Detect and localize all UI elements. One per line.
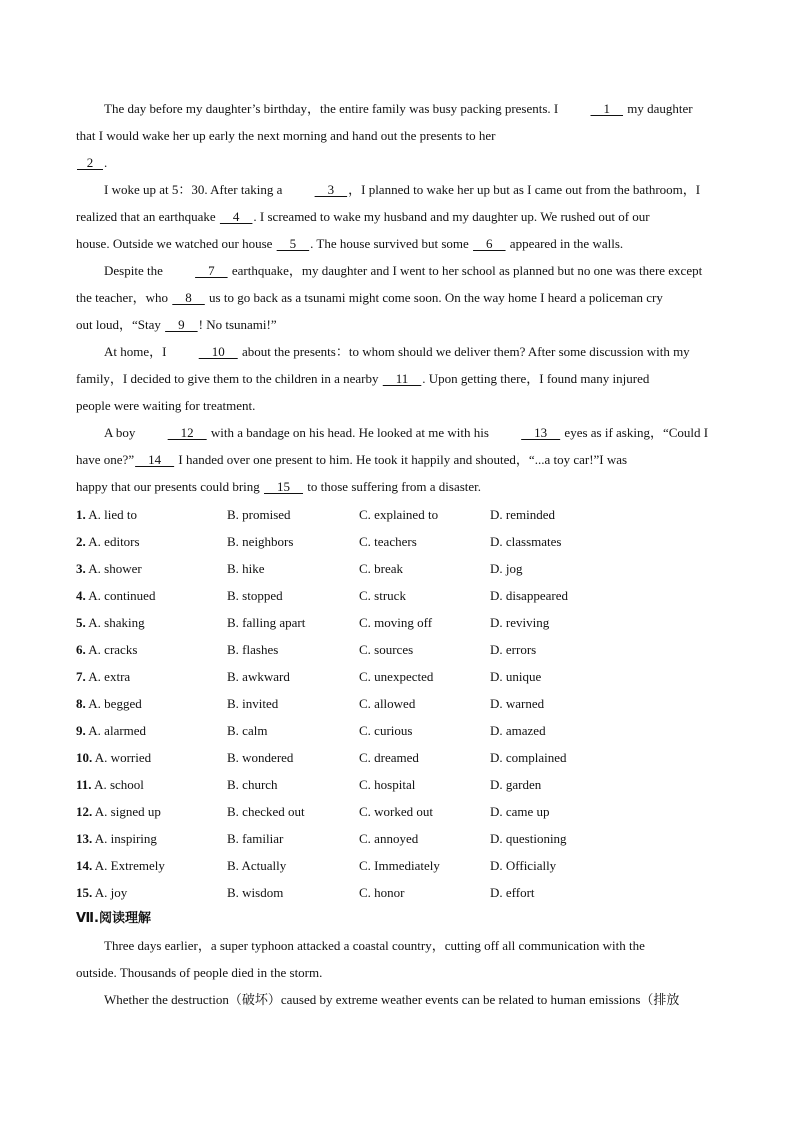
option-c[interactable]: C. Immediately xyxy=(359,858,440,873)
question-row xyxy=(76,582,718,609)
option-c[interactable]: C. dreamed xyxy=(359,750,419,765)
option-a-label: A. shaking xyxy=(88,615,145,630)
blank-2: 2 xyxy=(77,155,103,170)
passage-line: that I would wake her up early the next morning and hand out the presents to her xyxy=(76,128,496,143)
option-c[interactable]: C. sources xyxy=(359,642,414,657)
passage-line: happy that our presents could bring 15 to those suffering from a disaster. xyxy=(76,473,718,500)
question-number: 10. xyxy=(76,750,93,765)
question-row xyxy=(76,771,718,798)
question-number: 9. xyxy=(76,723,86,738)
option-b[interactable]: B. hike xyxy=(227,561,265,576)
option-a[interactable] xyxy=(76,636,137,663)
option-b[interactable]: B. calm xyxy=(227,723,268,738)
option-d[interactable]: D. classmates xyxy=(490,534,562,549)
question-row xyxy=(76,528,718,555)
question-number: 12. xyxy=(76,804,93,819)
passage-line: out loud，“Stay 9 ! No tsunami!” xyxy=(76,311,718,338)
blank-15: 15 xyxy=(264,479,304,494)
blank-12: 12 xyxy=(167,425,207,440)
question-number: 5. xyxy=(76,615,86,630)
question-row xyxy=(76,825,718,852)
option-a[interactable] xyxy=(76,825,157,852)
option-a-label: A. Extremely xyxy=(94,858,165,873)
option-b[interactable]: B. awkward xyxy=(227,669,290,684)
question-number: 2. xyxy=(76,534,86,549)
question-row xyxy=(76,609,718,636)
option-c[interactable]: C. unexpected xyxy=(359,669,434,684)
passage-paragraph-4 xyxy=(76,338,718,419)
option-d[interactable]: D. complained xyxy=(490,750,567,765)
blank-9: 9 xyxy=(165,317,198,332)
option-d[interactable]: D. reviving xyxy=(490,615,550,630)
option-b[interactable]: B. church xyxy=(227,777,278,792)
passage-line: house. Outside we watched our house 5 . The house survived but some 6 appeared in the walls. xyxy=(76,230,718,257)
option-c[interactable]: C. allowed xyxy=(359,696,416,711)
option-c[interactable]: C. annoyed xyxy=(359,831,419,846)
option-a-label: A. worried xyxy=(94,750,152,765)
option-b[interactable]: B. falling apart xyxy=(227,615,306,630)
option-b[interactable]: B. flashes xyxy=(227,642,279,657)
blank-3: 3 xyxy=(314,182,348,197)
question-row xyxy=(76,717,718,744)
option-a-label: A. begged xyxy=(88,696,142,711)
option-d[interactable]: D. questioning xyxy=(490,831,567,846)
question-number: 3. xyxy=(76,561,86,576)
option-d[interactable]: D. warned xyxy=(490,696,545,711)
option-d[interactable]: D. came up xyxy=(490,804,550,819)
passage-line: Despite the 7 earthquake，my daughter and I went to her school as planned but no one was there except xyxy=(76,257,718,284)
option-d[interactable]: D. jog xyxy=(490,561,523,576)
passage-line: A boy 12 with a bandage on his head. He looked at me with his 13 eyes as if asking，“Could I xyxy=(76,419,718,446)
blank-4: 4 xyxy=(219,209,253,224)
option-a[interactable] xyxy=(76,609,145,636)
option-b[interactable]: B. checked out xyxy=(227,804,305,819)
blank-5: 5 xyxy=(276,236,310,251)
option-d[interactable]: D. Officially xyxy=(490,858,557,873)
option-a[interactable] xyxy=(76,528,140,555)
question-number: 13. xyxy=(76,831,93,846)
option-b[interactable]: B. promised xyxy=(227,507,291,522)
question-row xyxy=(76,744,718,771)
question-row xyxy=(76,879,718,906)
option-c[interactable]: C. moving off xyxy=(359,615,433,630)
option-b[interactable]: B. neighbors xyxy=(227,534,294,549)
passage-paragraph-3 xyxy=(76,257,718,338)
option-c[interactable]: C. hospital xyxy=(359,777,416,792)
option-d[interactable]: D. errors xyxy=(490,642,537,657)
option-a-label: A. signed up xyxy=(94,804,161,819)
question-number: 6. xyxy=(76,642,86,657)
question-number: 14. xyxy=(76,858,93,873)
question-number: 4. xyxy=(76,588,86,603)
question-row xyxy=(76,663,718,690)
blank-11: 11 xyxy=(382,371,422,386)
reading-line: outside. Thousands of people died in the storm. xyxy=(76,965,323,980)
option-d[interactable]: D. effort xyxy=(490,885,535,900)
option-a[interactable] xyxy=(76,690,142,717)
passage-paragraph-2 xyxy=(76,176,718,257)
option-b[interactable]: B. Actually xyxy=(227,858,287,873)
passage-paragraph-1 xyxy=(76,95,718,176)
passage-line: people were waiting for treatment. xyxy=(76,398,256,413)
blank-8: 8 xyxy=(172,290,205,305)
question-row xyxy=(76,852,718,879)
reading-line: Whether the destruction（破坏）caused by extreme weather events can be related to human emissions（排放 xyxy=(104,992,680,1007)
option-c[interactable]: C. worked out xyxy=(359,804,434,819)
option-b[interactable]: B. wisdom xyxy=(227,885,284,900)
reading-paragraph-1 xyxy=(76,932,718,986)
question-row xyxy=(76,636,718,663)
option-c[interactable]: C. honor xyxy=(359,885,405,900)
option-a[interactable] xyxy=(76,744,151,771)
option-b[interactable]: B. invited xyxy=(227,696,279,711)
option-a-label: A. shower xyxy=(88,561,142,576)
passage-line: The day before my daughter’s birthday，the entire family was busy packing presents. I 1 my daughter xyxy=(76,95,718,122)
option-a-label: A. continued xyxy=(88,588,156,603)
option-d[interactable]: D. disappeared xyxy=(490,588,568,603)
option-a[interactable] xyxy=(76,771,144,798)
question-number: 11. xyxy=(76,777,92,792)
passage-line: At home，I 10 about the presents：to whom should we deliver them? After some discussion with my xyxy=(76,338,718,365)
question-number: 7. xyxy=(76,669,86,684)
option-c[interactable]: C. explained to xyxy=(359,507,439,522)
option-c[interactable]: C. struck xyxy=(359,588,406,603)
blank-10: 10 xyxy=(198,344,238,359)
option-d[interactable]: D. reminded xyxy=(490,507,555,522)
option-a[interactable] xyxy=(76,663,130,690)
option-a[interactable] xyxy=(76,879,127,906)
passage-paragraph-5 xyxy=(76,419,718,500)
blank-7: 7 xyxy=(195,263,228,278)
passage-line: the teacher，who 8 us to go back as a tsunami might come soon. On the way home I heard a policeman cry xyxy=(76,284,718,311)
question-number: 1. xyxy=(76,507,86,522)
option-a-label: A. editors xyxy=(88,534,140,549)
option-a[interactable] xyxy=(76,717,146,744)
option-a-label: A. alarmed xyxy=(88,723,147,738)
question-row xyxy=(76,798,718,825)
blank-6: 6 xyxy=(473,236,506,251)
section-heading: Ⅶ.阅读理解 xyxy=(76,911,151,926)
option-a-label: A. cracks xyxy=(88,642,138,657)
option-d[interactable]: D. unique xyxy=(490,669,542,684)
passage-line: family，I decided to give them to the children in a nearby 11 . Upon getting there，I found many injured xyxy=(76,365,718,392)
reading-paragraph-2 xyxy=(76,986,718,1013)
option-a-label: A. school xyxy=(94,777,144,792)
blank-1: 1 xyxy=(603,101,624,116)
option-a-label: A. lied to xyxy=(88,507,138,522)
passage-line: I woke up at 5：30. After taking a 3 ，I planned to wake her up but as I came out from the bathroom，I xyxy=(76,176,718,203)
option-a-label: A. extra xyxy=(88,669,131,684)
option-a[interactable] xyxy=(76,798,161,825)
question-number: 8. xyxy=(76,696,86,711)
blank-13: 13 xyxy=(521,425,561,440)
passage-line: realized that an earthquake 4 . I screamed to wake my husband and my daughter up. We rushed out of our xyxy=(76,203,718,230)
option-b[interactable]: B. wondered xyxy=(227,750,294,765)
reading-line: Three days earlier，a super typhoon attacked a coastal country，cutting off all communication with the xyxy=(104,938,645,953)
option-b[interactable]: B. stopped xyxy=(227,588,283,603)
option-d[interactable]: D. garden xyxy=(490,777,542,792)
question-row xyxy=(76,555,718,582)
option-a-label: A. joy xyxy=(94,885,128,900)
option-c[interactable]: C. break xyxy=(359,561,404,576)
option-b[interactable]: B. familiar xyxy=(227,831,284,846)
question-row xyxy=(76,690,718,717)
option-a[interactable] xyxy=(76,852,165,879)
question-number: 15. xyxy=(76,885,93,900)
option-a[interactable] xyxy=(76,555,142,582)
option-c[interactable]: C. teachers xyxy=(359,534,417,549)
blank-14: 14 xyxy=(135,452,175,467)
option-c[interactable]: C. curious xyxy=(359,723,413,738)
passage-line: 2 . xyxy=(76,149,718,176)
passage-line: have one?” 14 I handed over one present to him. He took it happily and shouted，“...a toy car!”I was xyxy=(76,446,718,473)
option-a[interactable] xyxy=(76,582,155,609)
option-a[interactable] xyxy=(76,501,137,528)
option-d[interactable]: D. amazed xyxy=(490,723,546,738)
question-row xyxy=(76,501,718,528)
option-a-label: A. inspiring xyxy=(94,831,157,846)
